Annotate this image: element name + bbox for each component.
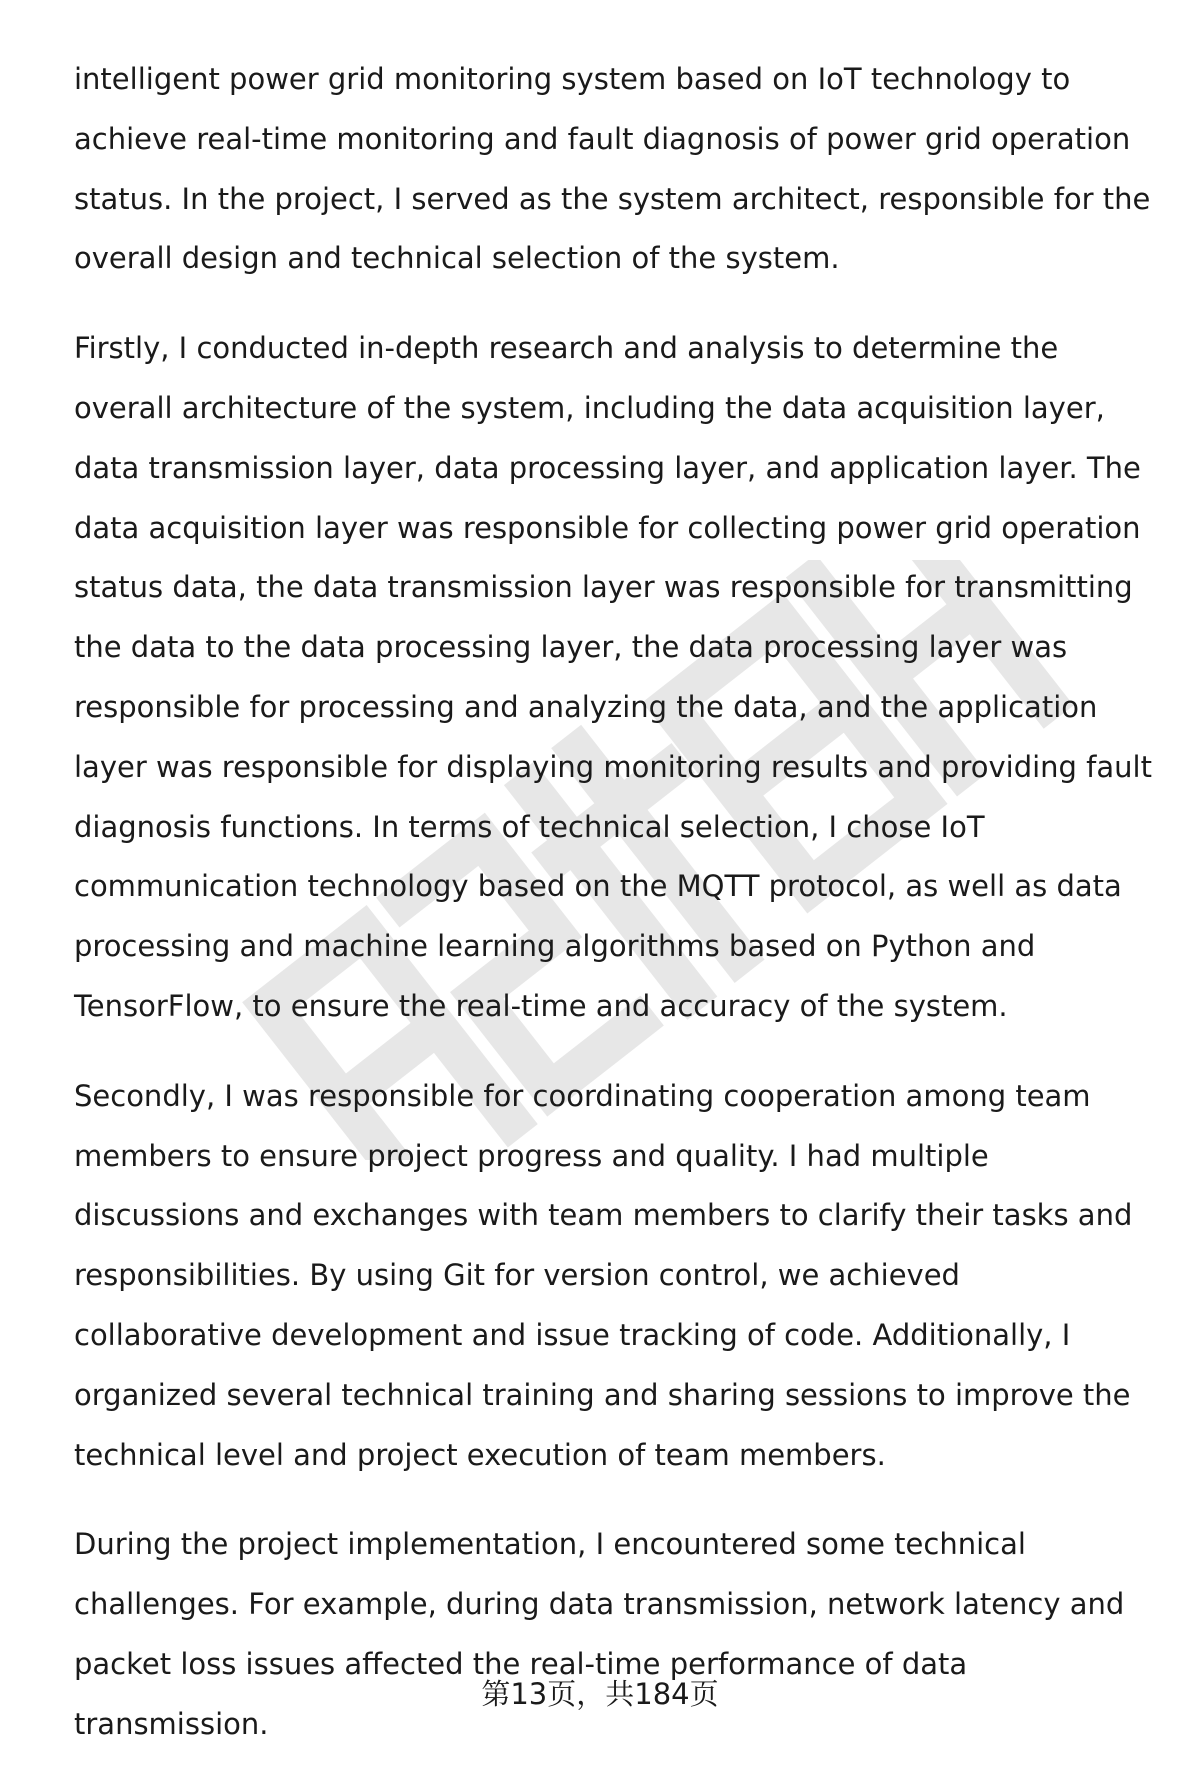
paragraph-4: During the project implementation, I encountered some technical challenges. For example, during data transmission, network latency and packet loss issues affected the real-time performance of data transmission. — [74, 1527, 1125, 1741]
paragraph-1: intelligent power grid monitoring system based on IoT technology to achieve real-time monitoring and fault diagnosis of power grid operation status. In the project, I served as the system architect, responsible for the overall design and technical selection of the system. — [74, 62, 1151, 276]
page-number-footer: 第13页，共184页 — [481, 1677, 719, 1711]
paragraph-3: Secondly, I was responsible for coordinating cooperation among team members to ensure project progress and quality. I had multiple discussions and exchanges with team members to clarify their tasks and responsibilities. By using Git for version control, we achieved collaborative development and issue tracking of code. Additionally, I organized several technical training and sharing sessions to improve the technical level and project execution of team members. — [74, 1078, 1133, 1472]
paragraph-2: Firstly, I conducted in-depth research and analysis to determine the overall architecture of the system, including the data acquisition layer, data transmission layer, data processing layer, and application layer. The data acquisition layer was responsible for collecting power grid operation status data, the data transmission layer was responsible for transmitting the data to the data processing layer, the data processing layer was responsible for processing and analyzing the data, and the application layer was responsible for displaying monitoring results and providing fault diagnosis functions. In terms of technical selection, I chose IoT communication technology based on the MQTT protocol, as well as data processing and machine learning algorithms based on Python and TensorFlow, to ensure the real-time and accuracy of the system. — [74, 331, 1152, 1023]
document-body — [74, 50, 1154, 1785]
